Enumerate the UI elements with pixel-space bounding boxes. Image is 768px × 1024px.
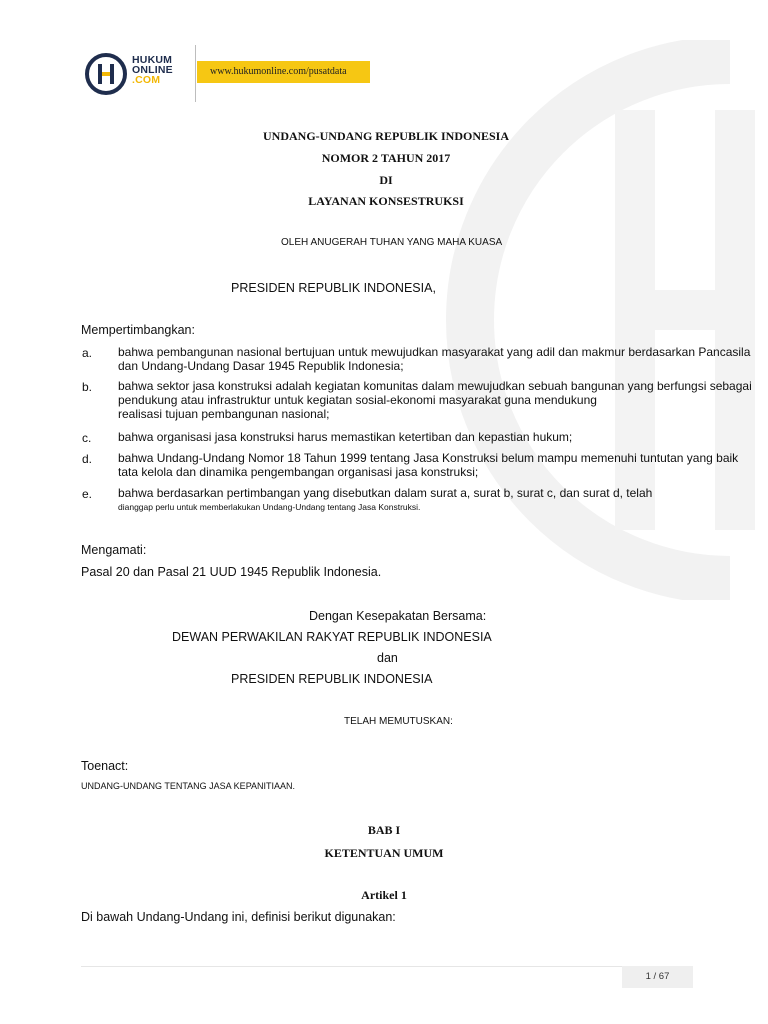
header-divider	[195, 45, 196, 102]
title-line-3: DI	[379, 173, 393, 187]
considering-item-b	[118, 379, 768, 421]
item-marker: e.	[82, 487, 93, 501]
decided-label: TELAH MEMUTUSKAN:	[344, 716, 453, 727]
president-heading: PRESIDEN REPUBLIK INDONESIA,	[231, 281, 436, 295]
article-text: Di bawah Undang-Undang ini, definisi berikut digunakan:	[81, 910, 396, 924]
hukumonline-logo-icon	[84, 52, 128, 96]
item-text: tata kelola dan dinamika pengembangan organisasi jasa konstruksi;	[118, 465, 479, 479]
chapter-number: BAB I	[367, 823, 401, 837]
item-text: dan Undang-Undang Dasar 1945 Republik Indonesia;	[118, 359, 404, 373]
title-line-4: LAYANAN KONSESTRUKSI	[308, 194, 464, 208]
item-text: bahwa organisasi jasa konstruksi harus memastikan ketertiban dan kepastian hukum;	[118, 430, 573, 444]
observing-text: Pasal 20 dan Pasal 21 UUD 1945 Republik Indonesia.	[81, 565, 382, 579]
logo-line-3: .COM	[132, 74, 161, 86]
title-line-2: NOMOR 2 TAHUN 2017	[321, 151, 451, 165]
grace-invocation: OLEH ANUGERAH TUHAN YANG MAHA KUASA	[281, 237, 503, 248]
item-marker: c.	[82, 431, 92, 445]
logo-line-1: HUKUM	[132, 54, 173, 66]
item-marker: a.	[82, 346, 93, 360]
item-text: pendukung atau infrastruktur untuk kegiatan sosial-ekonomi masyarakat guna mendukung	[118, 393, 597, 407]
footer-divider	[81, 966, 693, 967]
item-marker: d.	[82, 452, 93, 466]
consent-party-president: PRESIDEN REPUBLIK INDONESIA	[231, 672, 433, 686]
considering-item-d	[118, 451, 768, 479]
article-title: Artikel 1	[361, 888, 407, 902]
enact-label: Toenact:	[81, 759, 129, 773]
consent-label: Dengan Kesepakatan Bersama:	[309, 609, 487, 623]
observing-label: Mengamati:	[81, 543, 147, 557]
hukumonline-logo-text	[132, 55, 173, 85]
considering-label: Mempertimbangkan:	[81, 323, 195, 337]
considering-item-a	[118, 345, 768, 373]
consent-and: dan	[377, 651, 398, 665]
considering-item-c	[118, 430, 768, 444]
logo-line-2: ONLINE	[132, 64, 173, 76]
consent-party-dpr: DEWAN PERWAKILAN RAKYAT REPUBLIK INDONESIA	[172, 630, 492, 644]
considering-item-e	[118, 486, 768, 514]
title-line-1: UNDANG-UNDANG REPUBLIK INDONESIA	[262, 129, 510, 143]
chapter-title: KETENTUAN UMUM	[324, 846, 444, 860]
hukumonline-watermark	[430, 40, 768, 600]
item-text: realisasi tujuan pembangunan nasional;	[118, 407, 330, 421]
item-text: bahwa Undang-Undang Nomor 18 Tahun 1999 tentang Jasa Konstruksi belum mampu memenuhi tuntutan yang baik	[118, 451, 739, 465]
site-url-link[interactable]: www.hukumonline.com/pusatdata	[210, 66, 347, 77]
item-marker: b.	[82, 380, 93, 394]
item-text: bahwa pembangunan nasional bertujuan untuk mewujudkan masyarakat yang adil dan makmur berdasarkan Pancasila	[118, 345, 751, 359]
item-text: bahwa sektor jasa konstruksi adalah kegiatan komunitas dalam mewujudkan sebuah bangunan yang berfungsi sebagai	[118, 379, 752, 393]
enact-text: UNDANG-UNDANG TENTANG JASA KEPANITIAAN.	[81, 781, 296, 791]
item-text: dianggap perlu untuk memberlakukan Undang-Undang tentang Jasa Konstruksi.	[118, 502, 421, 512]
item-text: bahwa berdasarkan pertimbangan yang disebutkan dalam surat a, surat b, surat c, dan surat d, telah	[118, 486, 653, 500]
page-indicator: 1 / 67	[645, 971, 670, 982]
